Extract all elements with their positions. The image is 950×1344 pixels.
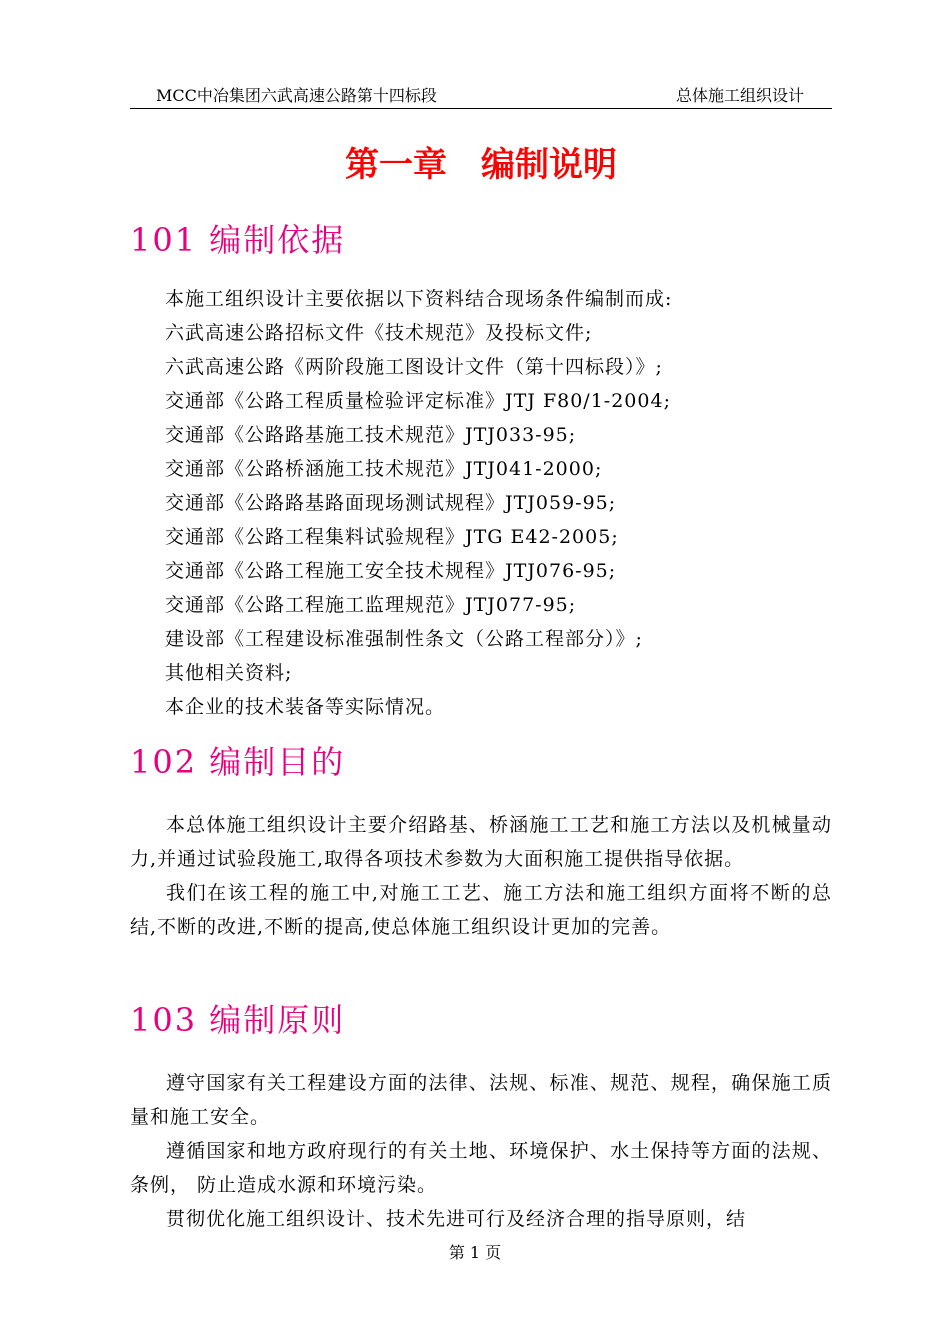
list-item: 本施工组织设计主要依据以下资料结合现场条件编制而成: <box>165 288 673 310</box>
section-heading-basis: 101 编制依据 <box>130 221 346 259</box>
list-item: 交通部《公路路基路面现场测试规程》JTJ059-95; <box>165 492 617 514</box>
list-item: 其他相关资料; <box>165 662 293 684</box>
purpose-body <box>130 808 832 944</box>
list-item: 建设部《工程建设标准强制性条文（公路工程部分）》; <box>165 628 643 650</box>
header-document-name: 总体施工组织设计 <box>675 86 804 105</box>
principle-body <box>130 1066 832 1236</box>
paragraph: 遵守国家有关工程建设方面的法律、法规、标准、规范、规程，确保施工质量和施工安全。 <box>130 1072 832 1128</box>
section-heading-principle: 103 编制原则 <box>130 1001 346 1039</box>
paragraph: 遵循国家和地方政府现行的有关土地、环境保护、水土保持等方面的法规、条例， 防止造成水源和环境污染。 <box>130 1140 832 1196</box>
list-item: 交通部《公路工程施工安全技术规程》JTJ076-95; <box>165 560 617 582</box>
list-item: 交通部《公路桥涵施工技术规范》JTJ041-2000; <box>165 458 603 480</box>
list-item: 交通部《公路路基施工技术规范》JTJ033-95; <box>165 424 577 446</box>
list-item: 六武高速公路《两阶段施工图设计文件（第十四标段）》; <box>165 356 663 378</box>
paragraph: 贯彻优化施工组织设计、技术先进可行及经济合理的指导原则，结 <box>166 1208 747 1230</box>
list-item: 六武高速公路招标文件《技术规范》及投标文件; <box>165 322 593 344</box>
page-number: 第 1 页 <box>448 1243 502 1262</box>
header-project-name: MCC中冶集团六武高速公路第十四标段 <box>156 86 437 105</box>
list-item: 交通部《公路工程施工监理规范》JTJ077-95; <box>165 594 577 616</box>
paragraph: 本总体施工组织设计主要介绍路基、桥涵施工工艺和施工方法以及机械量动力,并通过试验段施工,取得各项技术参数为大面积施工提供指导依据。 <box>130 814 832 870</box>
section-heading-purpose: 102 编制目的 <box>130 743 346 781</box>
list-item: 交通部《公路工程质量检验评定标准》JTJ F80/1-2004; <box>165 390 671 412</box>
chapter-title: 第一章 编制说明 <box>345 145 617 185</box>
paragraph: 我们在该工程的施工中,对施工工艺、施工方法和施工组织方面将不断的总结,不断的改进,不断的提高,使总体施工组织设计更加的完善。 <box>130 882 832 938</box>
list-item: 交通部《公路工程集料试验规程》JTG E42-2005; <box>165 526 619 548</box>
basis-list <box>165 282 835 724</box>
list-item: 本企业的技术装备等实际情况。 <box>165 696 446 718</box>
page-header <box>130 86 832 109</box>
